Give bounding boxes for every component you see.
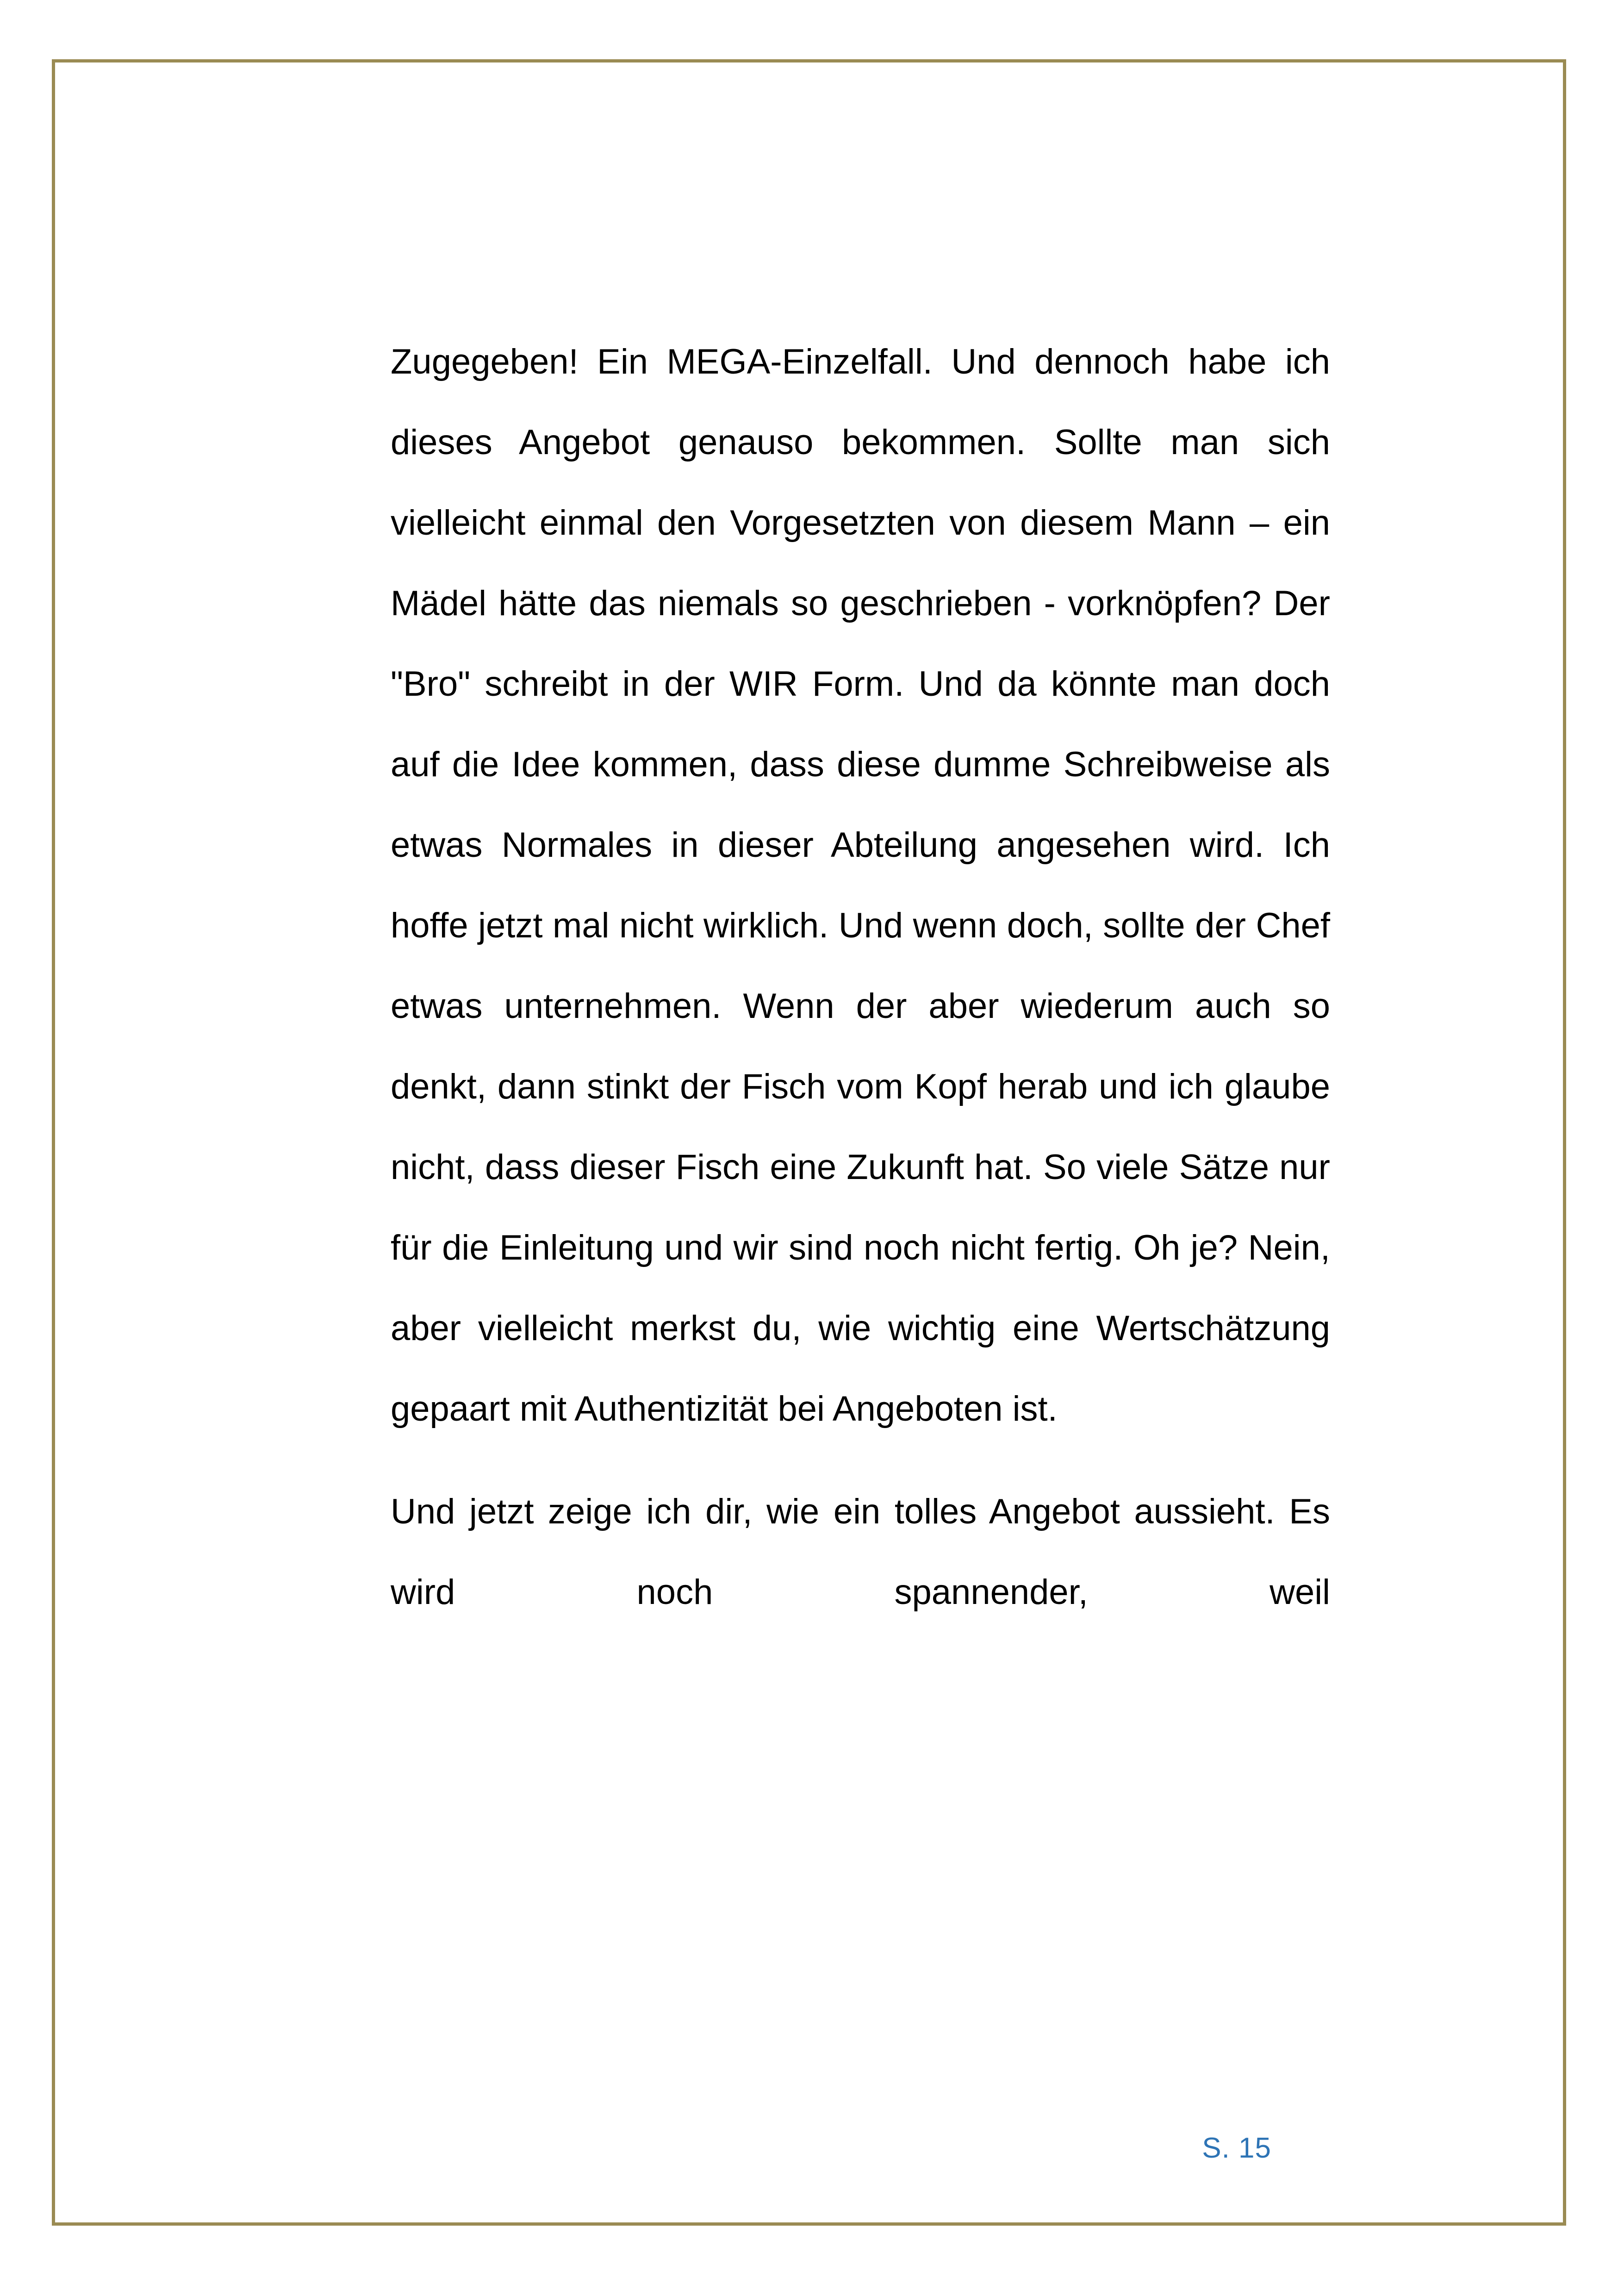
page-number: S. 15 — [1202, 2132, 1271, 2164]
paragraph-1: Zugegeben! Ein MEGA-Einzelfall. Und dennoch habe ich dieses Angebot genauso bekommen. Sollte man sich vielleicht einmal den Vorgesetzten von diesem Mann – ein Mädel hätte das niemals so geschrieben - vorknöpfen? Der "Bro" schreibt in der WIR Form. Und da könnte man doch auf die Idee kommen, dass diese dumme Schreibweise als etwas Normales in dieser Abteilung angesehen wird. Ich hoffe jetzt mal nicht wirklich. Und wenn doch, sollte der Chef etwas unternehmen. Wenn der aber wiederum auch so denkt, dann stinkt der Fisch vom Kopf herab und ich glaube nicht, dass dieser Fisch eine Zukunft hat. So viele Sätze nur für die Einleitung und wir sind noch nicht fertig. Oh je? Nein, aber vielleicht merkst du, wie wichtig eine Wertschätzung gepaart mit Authentizität bei Angeboten ist. — [391, 342, 1330, 1429]
page-border-frame — [52, 59, 1566, 2226]
paragraph-2: Und jetzt zeige ich dir, wie ein tolles Angebot aussieht. Es wird noch spannender, weil — [391, 1492, 1330, 1612]
page-content — [391, 322, 1330, 1633]
